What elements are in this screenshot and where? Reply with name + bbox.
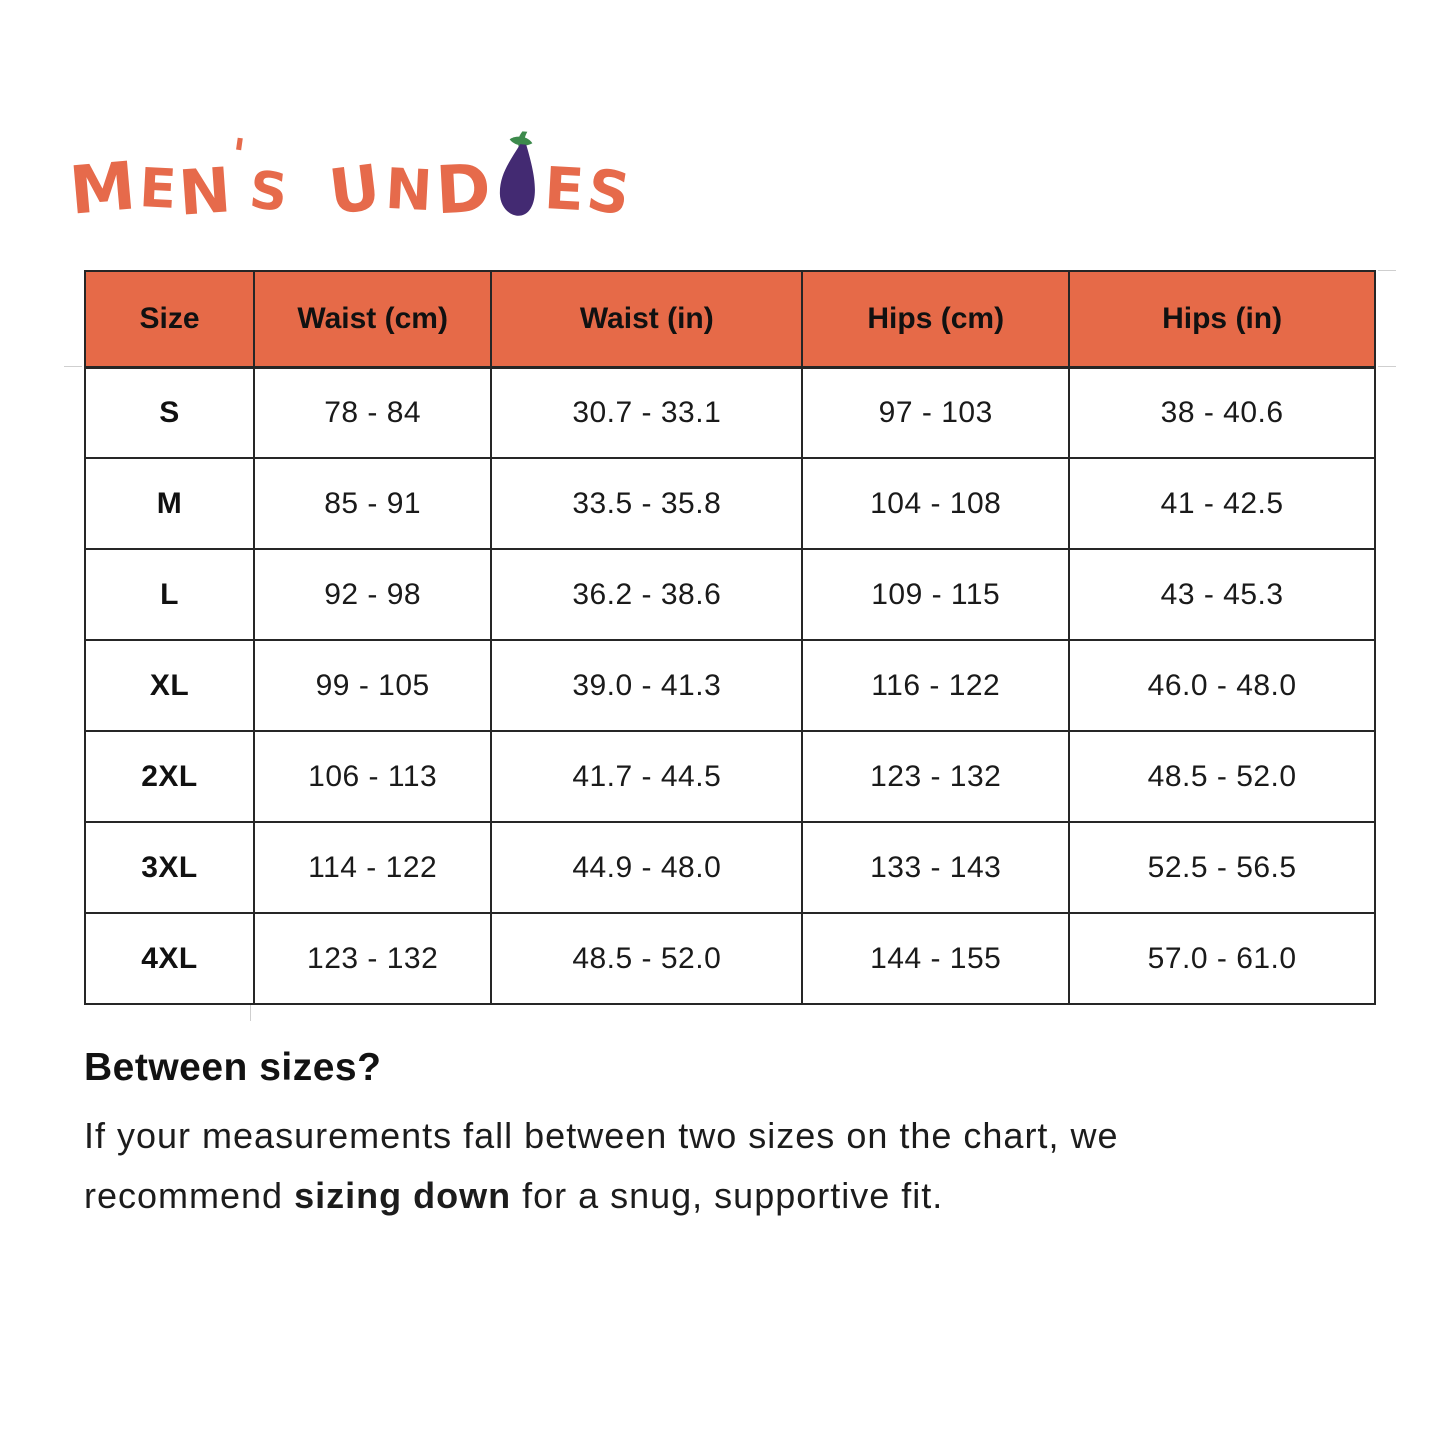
table-cell-size: 4XL [85,913,254,1004]
table-cell-size: M [85,458,254,549]
column-header-hips-in: Hips (in) [1069,271,1375,367]
table-cell: 106 - 113 [254,731,491,822]
table-cell: 48.5 - 52.0 [491,913,802,1004]
table-cell: 43 - 45.3 [1069,549,1375,640]
logo-letter: E [137,156,178,222]
table-row [85,913,1375,1004]
footnote-line-2: recommend sizing down for a snug, supportive fit. [84,1175,944,1216]
logo-letter: S [582,155,635,229]
table-row [85,549,1375,640]
footnote-paragraph [84,1106,1384,1226]
table-header-row [85,271,1375,367]
table-cell: 133 - 143 [802,822,1069,913]
column-header-size: Size [85,271,254,367]
table-cell: 109 - 115 [802,549,1069,640]
gridline-tick [250,1005,251,1021]
table-cell-size: XL [85,640,254,731]
logo-letter: N [383,156,434,224]
logo-letter: D [433,149,493,229]
footnote [84,1046,1384,1226]
column-header-hips-cm: Hips (cm) [802,271,1069,367]
table-cell-size: 2XL [85,731,254,822]
table-cell: 36.2 - 38.6 [491,549,802,640]
table-cell: 123 - 132 [254,913,491,1004]
column-header-waist-cm: Waist (cm) [254,271,491,367]
table-cell: 144 - 155 [802,913,1069,1004]
table-cell: 38 - 40.6 [1069,367,1375,458]
gridline-tick [64,366,82,367]
eggplant-icon [489,126,544,234]
logo-letter: M [66,146,139,230]
table-cell: 104 - 108 [802,458,1069,549]
table-cell: 30.7 - 33.1 [491,367,802,458]
logo-apostrophe: ' [228,129,249,183]
table-row [85,640,1375,731]
table-cell: 41 - 42.5 [1069,458,1375,549]
table-cell: 41.7 - 44.5 [491,731,802,822]
table-cell: 99 - 105 [254,640,491,731]
table-cell: 92 - 98 [254,549,491,640]
logo-letter: E [543,153,587,224]
table-cell: 33.5 - 35.8 [491,458,802,549]
size-chart-table [84,270,1376,1005]
table-cell-size: L [85,549,254,640]
gridline-tick [1378,366,1396,367]
logo-letter: S [246,160,291,225]
table-cell: 39.0 - 41.3 [491,640,802,731]
brand-logo [66,112,635,230]
table-cell: 52.5 - 56.5 [1069,822,1375,913]
footnote-line-1: If your measurements fall between two sizes on the chart, we [84,1115,1119,1156]
table-cell: 78 - 84 [254,367,491,458]
table-row [85,367,1375,458]
logo-letter: U [325,150,385,230]
table-cell: 44.9 - 48.0 [491,822,802,913]
table-cell: 85 - 91 [254,458,491,549]
column-header-waist-in: Waist (in) [491,271,802,367]
footnote-heading: Between sizes? [84,1046,382,1089]
table-cell-size: S [85,367,254,458]
table-cell-size: 3XL [85,822,254,913]
table-cell: 46.0 - 48.0 [1069,640,1375,731]
table-cell: 123 - 132 [802,731,1069,822]
table-row [85,822,1375,913]
gridline-tick [1378,270,1396,271]
logo-letter: N [175,153,233,230]
table-row [85,458,1375,549]
table-cell: 97 - 103 [802,367,1069,458]
table-cell: 116 - 122 [802,640,1069,731]
table-cell: 48.5 - 52.0 [1069,731,1375,822]
table-cell: 57.0 - 61.0 [1069,913,1375,1004]
table-cell: 114 - 122 [254,822,491,913]
table-row [85,731,1375,822]
sizing-down-emphasis: sizing down [294,1175,512,1216]
